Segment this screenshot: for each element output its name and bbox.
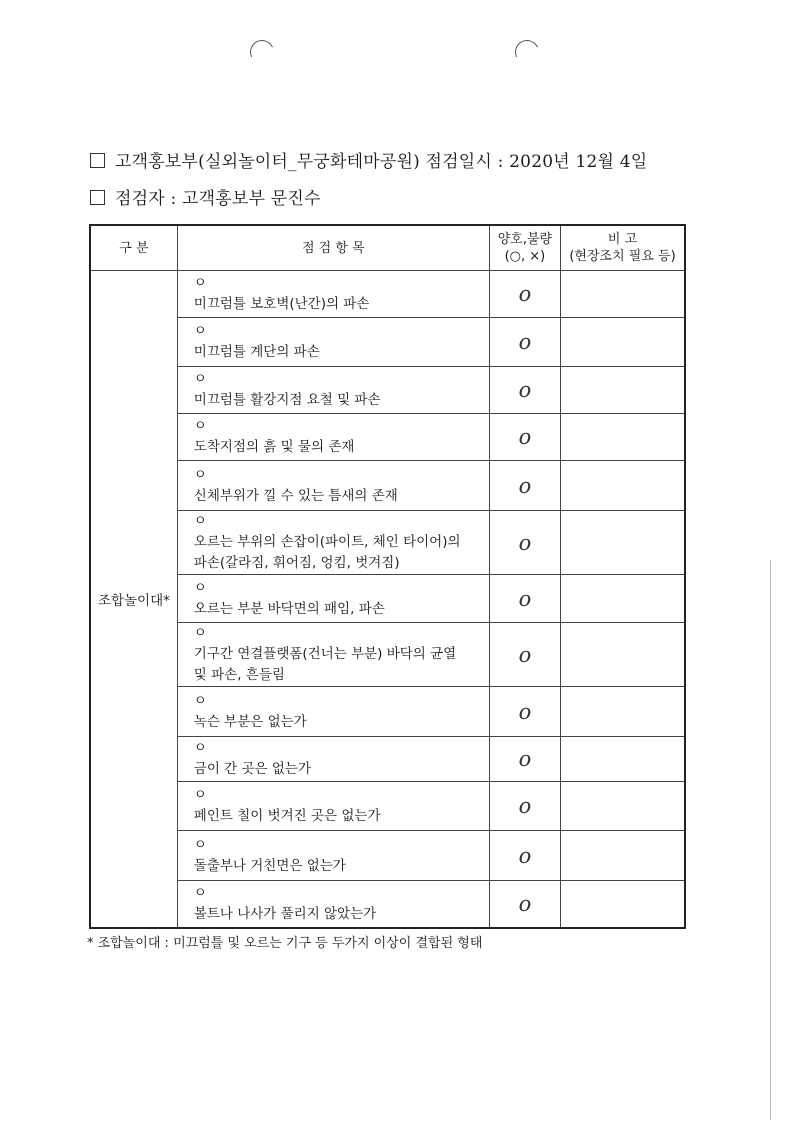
punch-hole	[512, 37, 543, 68]
result-mark: o	[489, 575, 560, 623]
header-item	[177, 225, 489, 271]
inspection-table	[89, 224, 686, 929]
category-cell: 조합놀이대*	[90, 271, 177, 928]
result-mark: o	[489, 318, 560, 367]
check-item	[177, 271, 489, 318]
header-result	[489, 225, 560, 271]
bullet-icon: ㅇ	[193, 625, 207, 641]
result-mark: o	[489, 461, 560, 511]
remark-cell	[561, 737, 685, 782]
remark-cell	[561, 511, 685, 575]
bullet-icon: ㅇ	[193, 275, 207, 291]
bullet-icon: ㅇ	[193, 740, 207, 756]
table-row	[90, 511, 685, 575]
header-category-label: 구 분	[119, 240, 149, 256]
check-item-text: 오르는 부위의 손잡이(파이트, 체인 타이어)의 파손(갈라짐, 휘어짐, 엉킴, 벗겨짐)	[193, 534, 461, 571]
check-item-text: 녹슨 부분은 없는가	[193, 713, 307, 730]
bullet-icon: ㅇ	[193, 836, 207, 853]
check-item	[177, 575, 489, 623]
header-remark-sub: (현장조치 필요 등)	[569, 249, 676, 264]
header-remark	[561, 225, 685, 271]
check-item	[177, 318, 489, 367]
check-item-text: 도착지점의 흙 및 물의 존재	[193, 439, 355, 455]
table-row	[90, 831, 685, 881]
bullet-icon: ㅇ	[193, 513, 207, 529]
header-result-sub: (○, ×)	[504, 249, 546, 264]
check-item-text: 미끄럼틀 보호벽(난간)의 파손	[193, 296, 370, 312]
table-row	[90, 414, 685, 461]
table-row	[90, 737, 685, 782]
table-row	[90, 782, 685, 831]
bullet-icon: ㅇ	[193, 418, 207, 434]
remark-cell	[561, 881, 685, 928]
remark-cell	[561, 271, 685, 318]
remark-cell	[561, 414, 685, 461]
table-row	[90, 367, 685, 414]
result-mark: o	[489, 623, 560, 687]
remark-cell	[561, 687, 685, 737]
header-facility-line	[90, 147, 647, 172]
punch-hole	[247, 37, 278, 68]
check-item-text: 신체부위가 낄 수 있는 틈새의 존재	[193, 487, 398, 504]
remark-cell	[561, 575, 685, 623]
table-row	[90, 461, 685, 511]
header-facility-text: 고객홍보부(실외놀이터_무궁화테마공원) 점검일시 : 2020년 12월 4일	[115, 152, 648, 172]
table-header-row	[90, 225, 685, 271]
checkbox-icon	[90, 190, 105, 205]
remark-cell	[561, 461, 685, 511]
remark-cell	[561, 367, 685, 414]
bullet-icon: ㅇ	[193, 692, 207, 709]
check-item	[177, 687, 489, 737]
header-inspector-line	[90, 184, 321, 209]
check-item-text: 돌출부나 거친면은 없는가	[193, 857, 346, 874]
check-item	[177, 737, 489, 782]
check-item	[177, 367, 489, 414]
check-item	[177, 623, 489, 687]
header-category	[90, 225, 177, 271]
result-mark: o	[489, 414, 560, 461]
result-mark: o	[489, 737, 560, 782]
bullet-icon: ㅇ	[193, 884, 207, 901]
check-item-text: 볼트나 나사가 풀리지 않았는가	[193, 905, 377, 922]
bullet-icon: ㅇ	[193, 787, 207, 803]
header-result-label: 양호,불량	[497, 232, 553, 247]
result-mark: o	[489, 367, 560, 414]
check-item-text: 미끄럼틀 활강지점 요철 및 파손	[193, 392, 381, 408]
result-mark: o	[489, 831, 560, 881]
check-item	[177, 831, 489, 881]
bullet-icon: ㅇ	[193, 466, 207, 483]
remark-cell	[561, 318, 685, 367]
result-mark: o	[489, 687, 560, 737]
check-item	[177, 881, 489, 928]
result-mark: o	[489, 782, 560, 831]
table-row	[90, 271, 685, 318]
check-item-text: 기구간 연결플랫폼(건너는 부분) 바닥의 균열 및 파손, 흔들림	[193, 646, 457, 683]
remark-cell	[561, 782, 685, 831]
table-row	[90, 318, 685, 367]
check-item-text: 페인트 칠이 벗겨진 곳은 없는가	[193, 808, 381, 824]
table-row	[90, 881, 685, 928]
check-item	[177, 414, 489, 461]
check-item-text: 금이 간 곳은 없는가	[193, 761, 311, 777]
check-item	[177, 511, 489, 575]
header-item-label: 점 검 항 목	[301, 240, 365, 256]
header-remark-label: 비 고	[607, 232, 638, 247]
check-item	[177, 461, 489, 511]
result-mark: o	[489, 881, 560, 928]
remark-cell	[561, 623, 685, 687]
bullet-icon: ㅇ	[193, 323, 207, 339]
header-inspector-text: 점검자 : 고객홍보부 문진수	[115, 189, 321, 209]
check-item	[177, 782, 489, 831]
table-row	[90, 575, 685, 623]
result-mark: o	[489, 271, 560, 318]
checkbox-icon	[90, 153, 105, 168]
bullet-icon: ㅇ	[193, 579, 207, 596]
footnote: * 조합놀이대 : 미끄럼틀 및 오르는 기구 등 두가지 이상이 결합된 형태	[87, 936, 483, 951]
scan-edge	[770, 560, 771, 1120]
result-mark: o	[489, 511, 560, 575]
check-item-text: 미끄럼틀 계단의 파손	[193, 344, 320, 360]
table-row	[90, 623, 685, 687]
bullet-icon: ㅇ	[193, 371, 207, 387]
table-row	[90, 687, 685, 737]
check-item-text: 오르는 부분 바닥면의 패임, 파손	[193, 600, 385, 617]
remark-cell	[561, 831, 685, 881]
